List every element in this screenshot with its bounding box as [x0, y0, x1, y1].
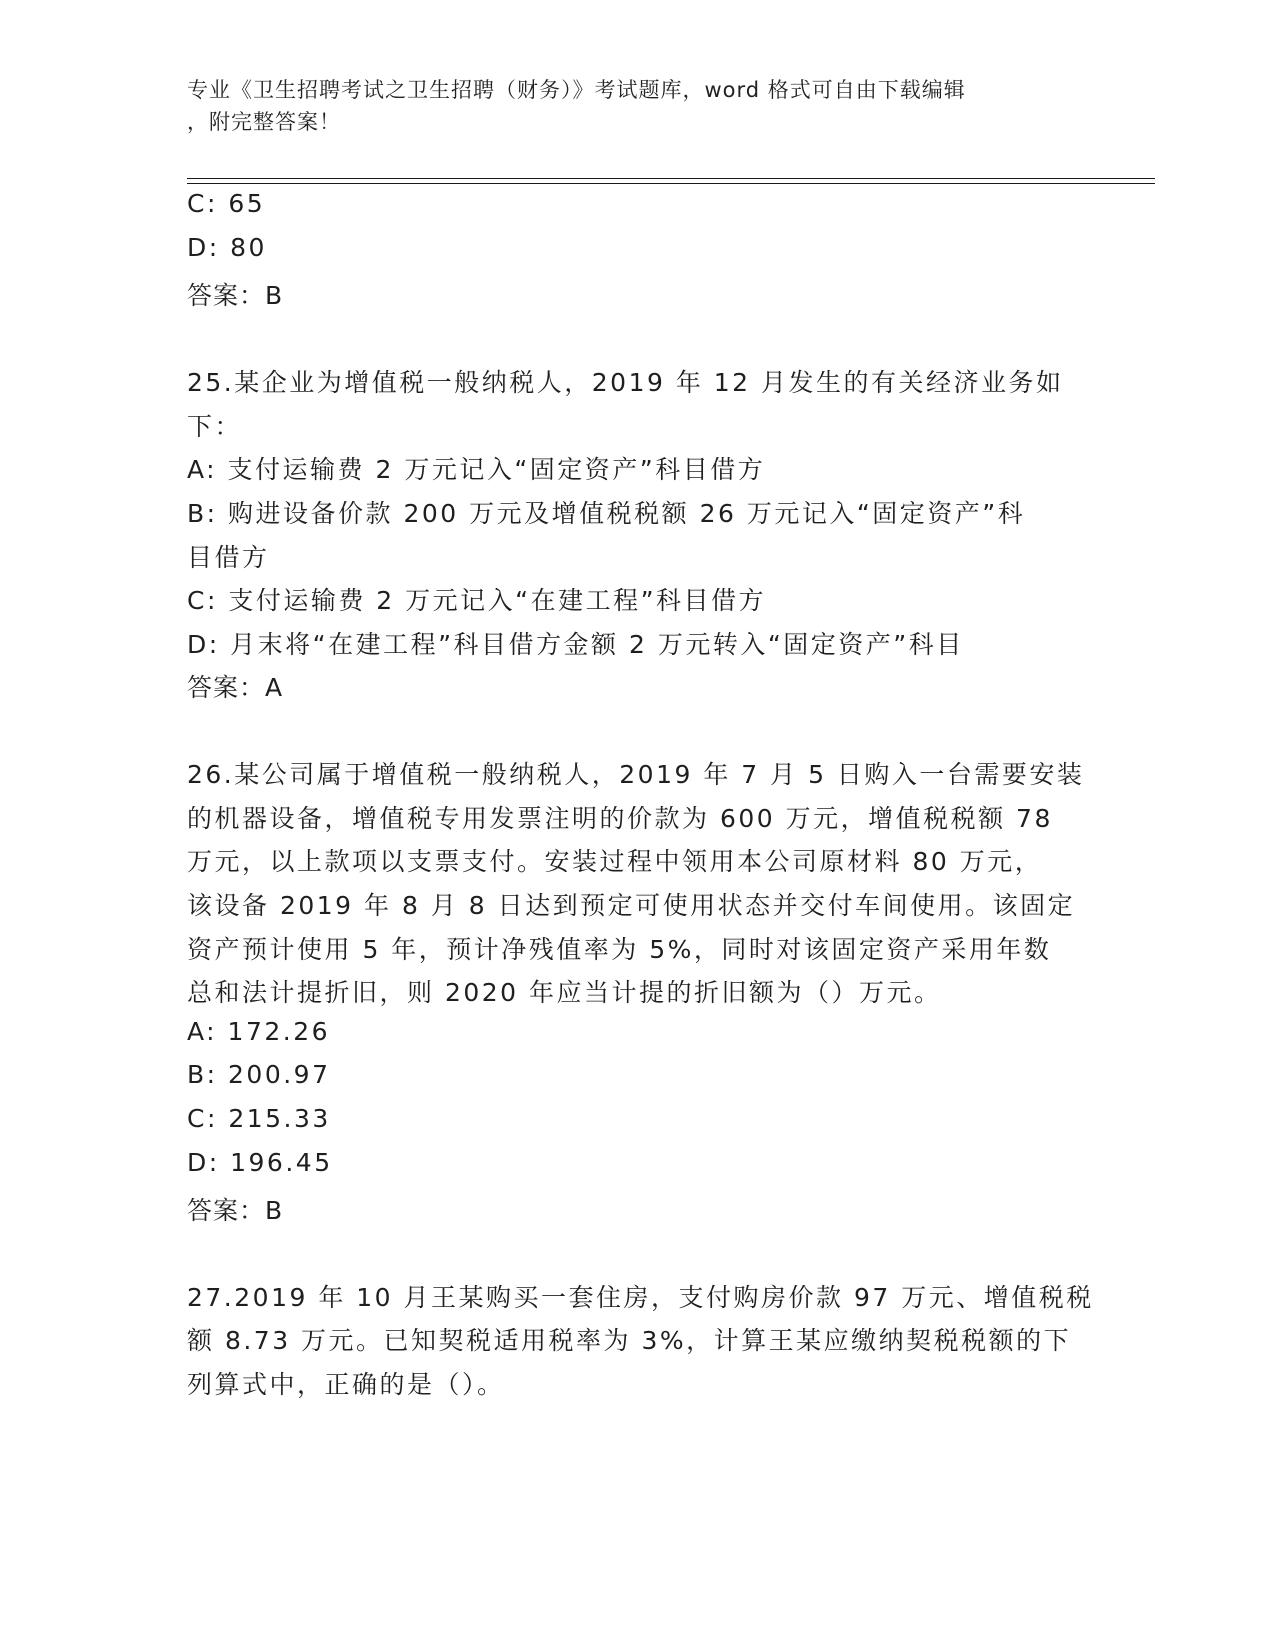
document-header: [187, 74, 1087, 138]
q27-stem-line-2: 额 8.73 万元。已知契税适用税率为 3%，计算王某应缴纳契税税额的下: [187, 1326, 1072, 1355]
q25-option-d: D: 月末将“在建工程”科目借方金额 2 万元转入“固定资产”科目: [187, 630, 964, 659]
q26-answer: 答案：B: [187, 1196, 284, 1225]
q26-stem-line-6: 总和法计提折旧，则 2020 年应当计提的折旧额为（）万元。: [187, 978, 942, 1007]
q26-stem-line-1: 26.某公司属于增值税一般纳税人，2019 年 7 月 5 日购入一台需要安装: [187, 760, 1085, 789]
header-divider-bottom: [187, 183, 1155, 184]
q26-option-c: C: 215.33: [187, 1104, 331, 1133]
q25-answer: 答案：A: [187, 673, 284, 702]
q25-stem-line-2: 下：: [187, 412, 243, 441]
q25-stem-line-1: 25.某企业为增值税一般纳税人，2019 年 12 月发生的有关经济业务如: [187, 368, 1064, 397]
q26-option-a: A: 172.26: [187, 1017, 331, 1046]
q26-option-d: D: 196.45: [187, 1148, 333, 1177]
q26-stem-line-5: 资产预计使用 5 年，预计净残值率为 5%，同时对该固定资产采用年数: [187, 935, 1052, 964]
header-line-1: 专业《卫生招聘考试之卫生招聘（财务）》考试题库，word 格式可自由下载编辑: [187, 78, 966, 102]
q25-option-c: C: 支付运输费 2 万元记入“在建工程”科目借方: [187, 586, 767, 615]
q26-option-b: B: 200.97: [187, 1060, 331, 1089]
header-divider-top: [187, 178, 1155, 179]
q27-stem-line-1: 27.2019 年 10 月王某购买一套住房，支付购房价款 97 万元、增值税税: [187, 1283, 1094, 1312]
q26-stem-line-2: 的机器设备，增值税专用发票注明的价款为 600 万元，增值税税额 78: [187, 804, 1053, 833]
q26-stem-line-3: 万元，以上款项以支票支付。安装过程中领用本公司原材料 80 万元，: [187, 847, 1043, 876]
q25-option-b-line-1: B: 购进设备价款 200 万元及增值税税额 26 万元记入“固定资产”科: [187, 499, 1026, 528]
q25-option-a: A: 支付运输费 2 万元记入“固定资产”科目借方: [187, 455, 766, 484]
header-line-2: ，附完整答案！: [187, 110, 341, 134]
q27-stem-line-3: 列算式中，正确的是（）。: [187, 1370, 505, 1399]
prev-answer: 答案：B: [187, 281, 284, 310]
q25-option-b-line-2: 目借方: [187, 543, 270, 572]
q26-stem-line-4: 该设备 2019 年 8 月 8 日达到预定可使用状态并交付车间使用。该固定: [187, 891, 1076, 920]
prev-option-d: D: 80: [187, 233, 267, 262]
prev-option-c: C: 65: [187, 189, 266, 218]
